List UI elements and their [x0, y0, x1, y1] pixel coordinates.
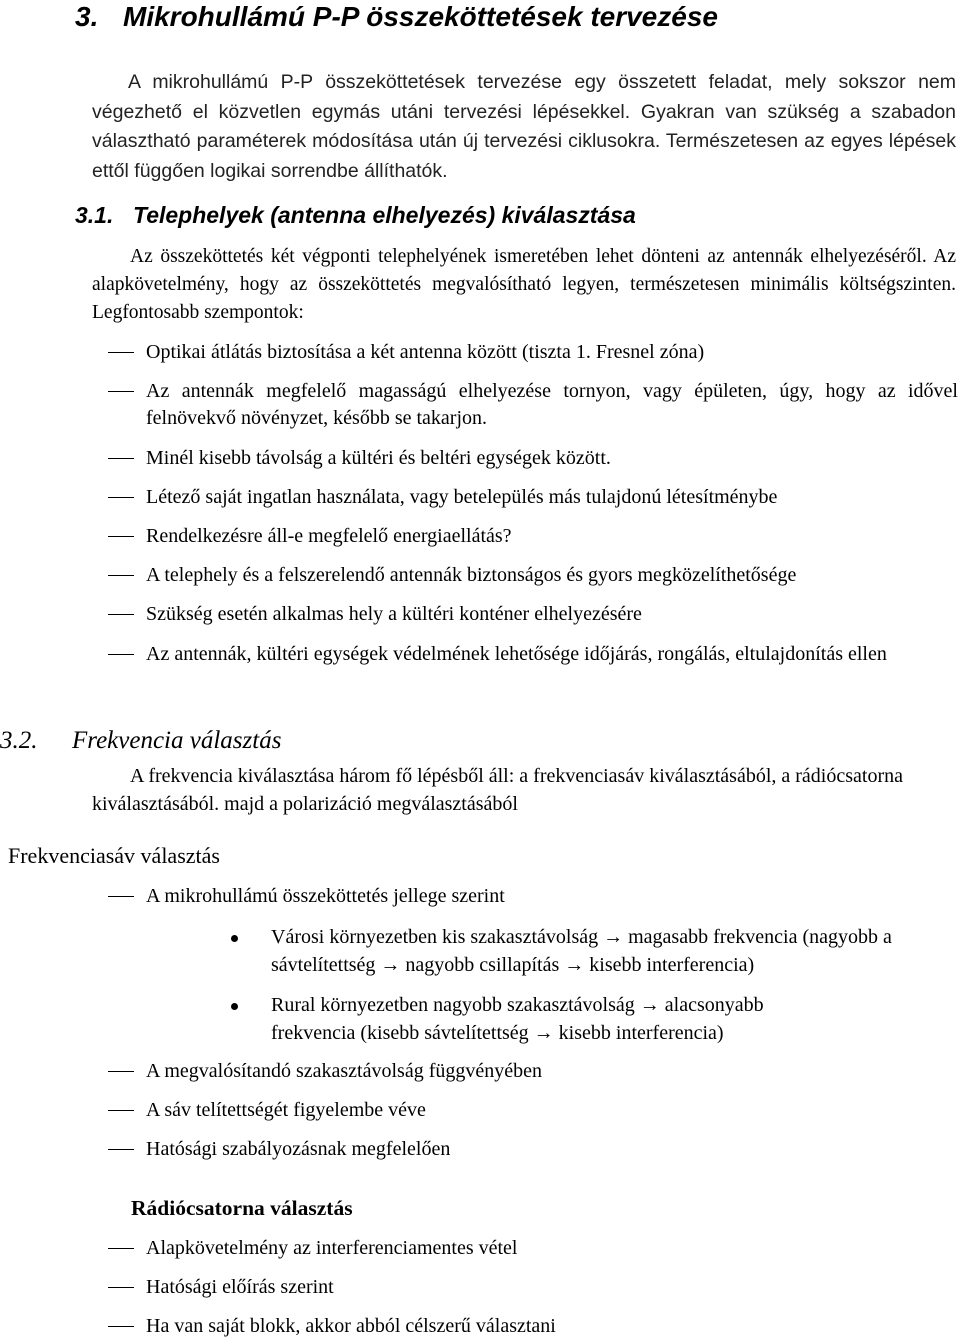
dash-marker [108, 614, 134, 615]
paragraph-text: Az összeköttetés két végponti telephelyének ismeretében lehet dönteni az antennák elhelyezéséről. Az alapkövetelmény, hogy az összeköttetés megvalósítható legyen, természetesen minimális költségszinten. Legfontosabb szempontok: [92, 246, 956, 323]
section-number: 3. [75, 1, 99, 32]
section-3-2-heading [0, 726, 281, 756]
dash-marker [108, 458, 134, 459]
section-number: 3.1. [75, 202, 114, 228]
channel-selection-heading: Rádiócsatorna választás [131, 1196, 353, 1220]
band-selection-heading: Frekvenciasáv választás [8, 843, 220, 868]
list-item-text: A telephely és a felszerelendő antennák biztonságos és gyors megközelíthetősége [146, 564, 797, 586]
list-item-text: Létező saját ingatlan használata, vagy betelepülés más tulajdonú létesítménybe [146, 486, 778, 508]
list-item-text: Optikai átlátás biztosítása a két antenna között (tiszta 1. Fresnel zóna) [146, 341, 705, 363]
paragraph-text: A frekvencia kiválasztása három fő lépésből áll: a frekvenciasáv kiválasztásából, a rádiócsatorna kiválasztásából. majd a polarizáció megválasztásából [92, 765, 903, 815]
section-3-1-heading [75, 200, 636, 230]
bullet-text: Rural környezetben nagyobb szakasztávolság → alacsonyabb frekvencia (kisebb sávtelítettség → kisebb interferencia) [271, 994, 764, 1044]
list-item-text: Szükség esetén alkalmas hely a kültéri konténer elhelyezésére [146, 603, 642, 625]
list-item-text: Az antennák, kültéri egységek védelmének lehetősége időjárás, rongálás, eltulajdonítás ellen [146, 643, 887, 665]
list-item-text: A mikrohullámú összeköttetés jellege szerint [146, 885, 505, 907]
section-title: Telephelyek (antenna elhelyezés) kiválasztása [133, 202, 636, 228]
dash-marker [108, 1149, 134, 1150]
dash-marker [108, 536, 134, 537]
dash-marker [108, 1071, 134, 1072]
list-item-text: Alapkövetelmény az interferenciamentes vétel [146, 1237, 518, 1259]
intro-text: A mikrohullámú P-P összeköttetések tervezése egy összetett feladat, mely sokszor nem végezhető el közvetlen egymás utáni tervezési lépésekkel. Gyakran van szükség a szabadon választható paraméterek módosítása után új tervezési ciklusokra. Természetesen az egyes lépések ettől függően logikai sorrendbe állíthatók. [92, 71, 956, 182]
intro-paragraph [92, 68, 956, 186]
list-item-text: A megvalósítandó szakasztávolság függvényében [146, 1060, 542, 1082]
dash-marker [108, 654, 134, 655]
list-item-text: Hatósági előírás szerint [146, 1276, 334, 1298]
list-item-text: Rendelkezésre áll-e megfelelő energiaellátás? [146, 525, 512, 547]
section-title: Mikrohullámú P-P összeköttetések tervezése [123, 1, 718, 32]
section-3-2-paragraph [92, 762, 956, 818]
list-item-text: Minél kisebb távolság a kültéri és beltéri egységek között. [146, 447, 611, 469]
dash-marker [108, 575, 134, 576]
section-3-heading [75, 0, 718, 34]
dash-marker [108, 1110, 134, 1111]
bullet-marker [231, 935, 238, 942]
dash-marker [108, 352, 134, 353]
list-item-text: Ha van saját blokk, akkor abból célszerű választani [146, 1315, 556, 1337]
bullet-text: Városi környezetben kis szakasztávolság → magasabb frekvencia (nagyobb a sávtelítettség → nagyobb csillapítás → kisebb interferencia) [271, 926, 892, 976]
list-item-text: Hatósági szabályozásnak megfelelően [146, 1138, 451, 1160]
section-number: 3.2. [0, 727, 38, 754]
dash-marker [108, 1326, 134, 1327]
dash-marker [108, 391, 134, 392]
section-3-1-paragraph [92, 243, 956, 327]
dash-marker [108, 896, 134, 897]
dash-marker [108, 497, 134, 498]
dash-marker [108, 1287, 134, 1288]
bullet-marker [231, 1003, 238, 1010]
section-title: Frekvencia választás [72, 727, 282, 754]
dash-marker [108, 1248, 134, 1249]
list-item-text: A sáv telítettségét figyelembe véve [146, 1099, 426, 1121]
list-item-text: Az antennák megfelelő magasságú elhelyezése tornyon, vagy épületen, úgy, hogy az idővel felnövekvő növényzet, később se takarjon. [146, 380, 958, 429]
